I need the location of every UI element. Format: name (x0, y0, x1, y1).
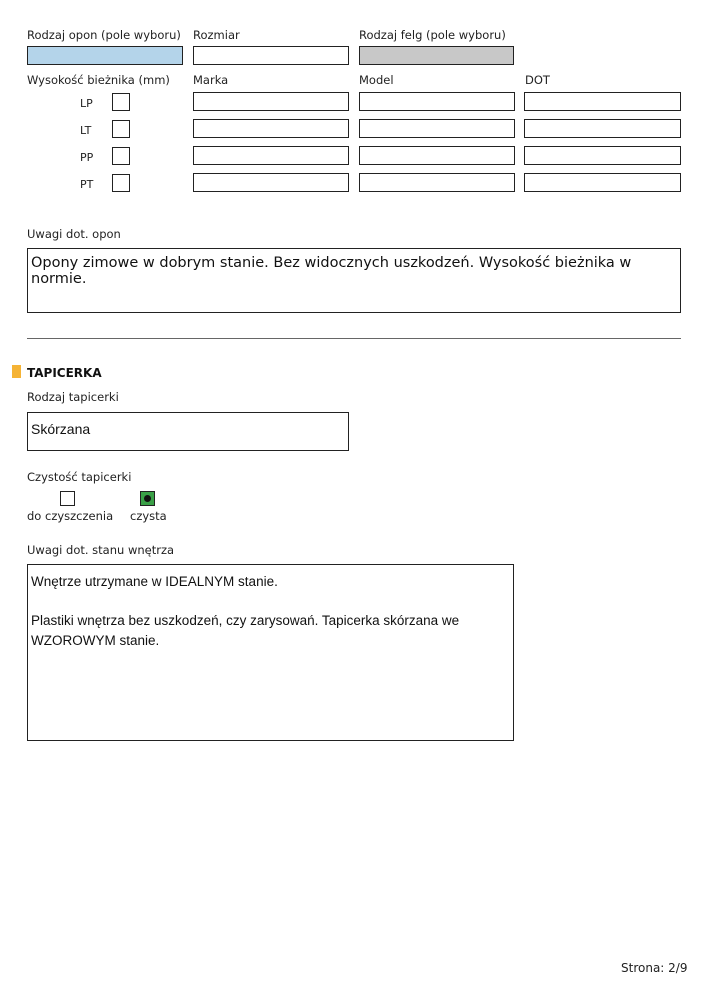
selected-dot-icon (144, 495, 151, 502)
dot-input[interactable] (524, 146, 681, 165)
brand-input[interactable] (193, 92, 349, 111)
dot-input[interactable] (524, 92, 681, 111)
model-input[interactable] (359, 92, 515, 111)
tire-position-label: PT (80, 178, 94, 191)
brand-input[interactable] (193, 173, 349, 192)
upholstery-type-field[interactable]: Skórzana (27, 412, 349, 451)
tire-type-select[interactable] (27, 46, 183, 65)
dot-label: DOT (525, 73, 550, 87)
tread-depth-label: Wysokość bieżnika (mm) (27, 73, 170, 87)
brand-input[interactable] (193, 146, 349, 165)
tire-notes-label: Uwagi dot. opon (27, 227, 121, 241)
tire-notes-textarea[interactable]: Opony zimowe w dobrym stanie. Bez widocznych uszkodzeń. Wysokość bieżnika w normie. (27, 248, 681, 313)
model-input[interactable] (359, 173, 515, 192)
clean-option-label: czysta (130, 509, 167, 523)
tread-checkbox[interactable] (112, 93, 130, 111)
tread-checkbox[interactable] (112, 174, 130, 192)
tread-checkbox[interactable] (112, 147, 130, 165)
dot-input[interactable] (524, 119, 681, 138)
section-title: TAPICERKA (27, 366, 102, 380)
clean-checkbox[interactable] (140, 491, 155, 506)
brand-input[interactable] (193, 119, 349, 138)
brand-label: Marka (193, 73, 229, 87)
tire-type-label: Rodzaj opon (pole wyboru) (27, 28, 181, 42)
tire-size-label: Rozmiar (193, 28, 240, 42)
rim-type-label: Rodzaj felg (pole wyboru) (359, 28, 506, 42)
tire-position-label: LP (80, 97, 93, 110)
rim-type-select[interactable] (359, 46, 514, 65)
dot-input[interactable] (524, 173, 681, 192)
tire-position-label: LT (80, 124, 92, 137)
model-label: Model (359, 73, 394, 87)
upholstery-type-label: Rodzaj tapicerki (27, 390, 119, 404)
section-divider (27, 338, 681, 339)
model-input[interactable] (359, 146, 515, 165)
cleanliness-label: Czystość tapicerki (27, 470, 132, 484)
interior-notes-label: Uwagi dot. stanu wnętrza (27, 543, 175, 557)
model-input[interactable] (359, 119, 515, 138)
dirty-checkbox[interactable] (60, 491, 75, 506)
tire-position-label: PP (80, 151, 94, 164)
dirty-option-label: do czyszczenia (27, 509, 114, 523)
tire-size-input[interactable] (193, 46, 349, 65)
section-marker-icon (12, 365, 21, 378)
interior-notes-textarea[interactable]: Wnętrze utrzymane w IDEALNYM stanie. Plastiki wnętrza bez uszkodzeń, czy zarysowań. Tapicerka skórzana we WZOROWYM stanie. (27, 564, 514, 741)
page-number: Strona: 2/9 (621, 961, 688, 975)
tread-checkbox[interactable] (112, 120, 130, 138)
